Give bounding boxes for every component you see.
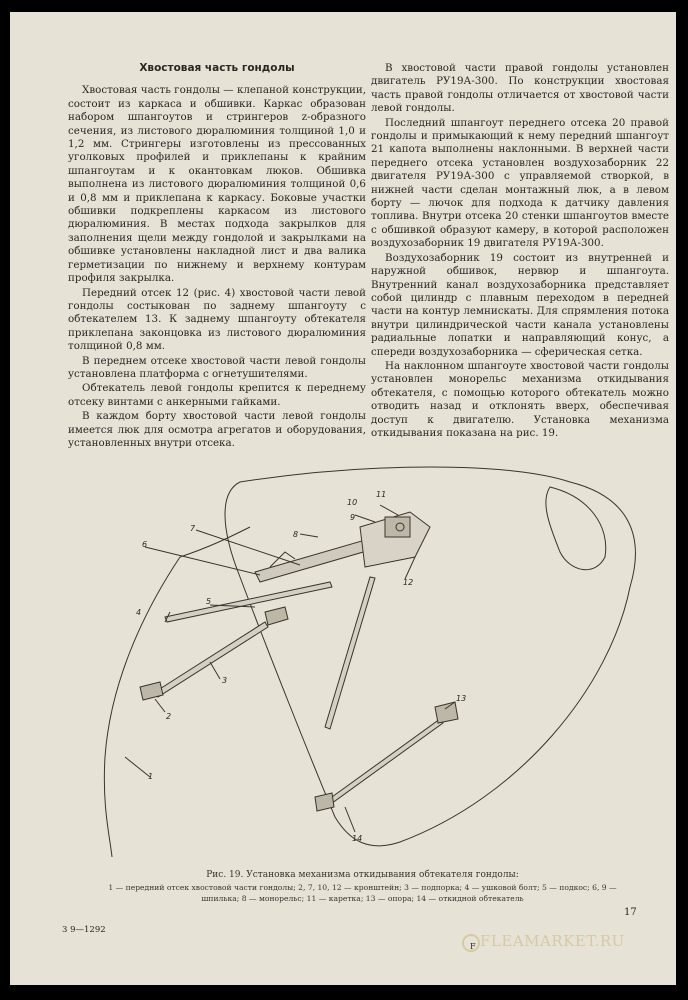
callout-5: 5 (206, 597, 212, 606)
page-number: 17 (624, 907, 637, 918)
vertical-strut (325, 577, 375, 729)
section-heading: Хвостовая часть гондолы (139, 62, 295, 74)
footer-mark: F (470, 942, 476, 951)
left-paragraph: В переднем отсеке хвостовой части левой гондолы установлена платформа с огнетушителями. (68, 354, 366, 380)
left-paragraph: Обтекатель левой гондолы крепится к переднему отсеку винтами с анкерными гайками. (68, 382, 366, 408)
left-paragraph: Хвостовая часть гондолы — клепаной конструкции, состоит из каркаса и обшивки. Каркас образован набором шпангоутов и стрингеров z-образного сечения, из листового дюралюминия толщиной 1,0 и 1,2 мм. Стрингеры изготовлены из прессованных уголковых профилей и приклепаны к крайним шпангоутам и к окантовкам люков. Обшивка выполнена из листового дюралюминия толщиной 0,6 и 0,8 мм и приклепана к каркасу. Боковые участки обшивки подкреплены каркасом из листового дюралюминия. В местах подхода закрылков для заполнения щели между гондолой и закрылками на обшивке установлены накладной лист и два валика герметизации по нижнему и верхнему контурам профиля закрылка. (68, 84, 366, 285)
strut (165, 582, 332, 622)
bracket (435, 702, 458, 723)
callout-6: 6 (142, 540, 148, 549)
callout-1: 1 (148, 772, 154, 781)
lower-strut (325, 719, 443, 806)
prop (155, 622, 268, 697)
watermark-logo-icon (462, 934, 480, 952)
callout-12: 12 (403, 578, 414, 587)
callout-7: 7 (190, 524, 196, 533)
right-paragraph: Воздухозаборник 19 состоит из внутренней и наружной обшивок, нервюр и шпангоута. Внутренний канал воздухозаборника представляет собой цилиндр с плавным переходом в передней части на контур лемнискаты. Для спрямления потока внутри цилиндрической части канала установлены радиальные лопатки и направляющий конус, а спереди воздухозаборника — сферическая сетка. (371, 251, 669, 358)
watermark: FLEAMARKET.RU (480, 932, 625, 950)
right-column (371, 62, 669, 441)
callout-8: 8 (293, 530, 299, 539)
left-paragraph: В каждом борту хвостовой части левой гондолы имеется люк для осмотра агрегатов и оборудования, установленных внутри отсека. (68, 410, 366, 449)
right-paragraph: Последний шпангоут переднего отсека 20 правой гондолы и примыкающий к нему передний шпангоут 21 капота выполнены наклонными. В верхней части переднего отсека установлен воздухозаборник 22 двигателя РУ19А-300 с управляемой створкой, в нижней части сделан монтажный люк, а в левом борту — лючок для подхода к датчику давления топлива. Внутри отсека 20 стенки шпангоутов вместе с обшивкой образуют камеру, в которой расположен воздухозаборник 19 двигателя РУ19А-300. (371, 116, 669, 250)
callout-10: 10 (347, 498, 358, 507)
fairing-nose (546, 487, 606, 570)
figure-caption (90, 870, 635, 904)
bracket (265, 607, 288, 625)
fairing-outline (225, 467, 635, 846)
right-paragraph: В хвостовой части правой гондолы установлен двигатель РУ19А-300. По конструкции хвостовая часть правой гондолы отличается от хвостовой части левой гондолы. (371, 62, 669, 115)
front-section-outline (104, 557, 180, 857)
bracket (140, 682, 163, 700)
left-column (68, 62, 366, 451)
callout-4: 4 (136, 608, 142, 617)
callout-9: 9 (350, 513, 356, 522)
callout-11: 11 (376, 490, 387, 499)
right-paragraph: На наклонном шпангоуте хвостовой части гондолы установлен монорельс механизма откидывания обтекателя, с помощью которого обтекатель можно отводить назад и отклонять вверх, обеспечивая доступ к двигателю. Установка механизма откидывания показана на рис. 19. (371, 359, 669, 439)
callout-14: 14 (352, 834, 363, 843)
mechanism-figure (70, 457, 650, 867)
callout-2: 2 (166, 712, 172, 721)
callout-13: 13 (456, 694, 467, 703)
left-paragraph: Передний отсек 12 (рис. 4) хвостовой части левой гондолы состыкован по заднему шпангоуту с обтекателем 13. К заднему шпангоуту обтекателя приклепана законцовка из листового дюралюминия толщиной 0,8 мм. (68, 286, 366, 353)
callout-3: 3 (222, 676, 228, 685)
document-page (10, 12, 676, 985)
printer-signature: 3 9—1292 (62, 925, 106, 935)
caption-text: 1 — передний отсек хвостовой части гондолы; 2, 7, 10, 12 — кронштейн; 3 — подпорка; 4 — ушковой болт; 5 — подкос; 6, 9 — шпилька; 8 — монорельс; 11 — каретка; 13 — опора; 14 — откидной обтекатель (108, 883, 617, 903)
caption-title: Рис. 19. Установка механизма откидывания обтекателя гондолы: (206, 870, 519, 880)
